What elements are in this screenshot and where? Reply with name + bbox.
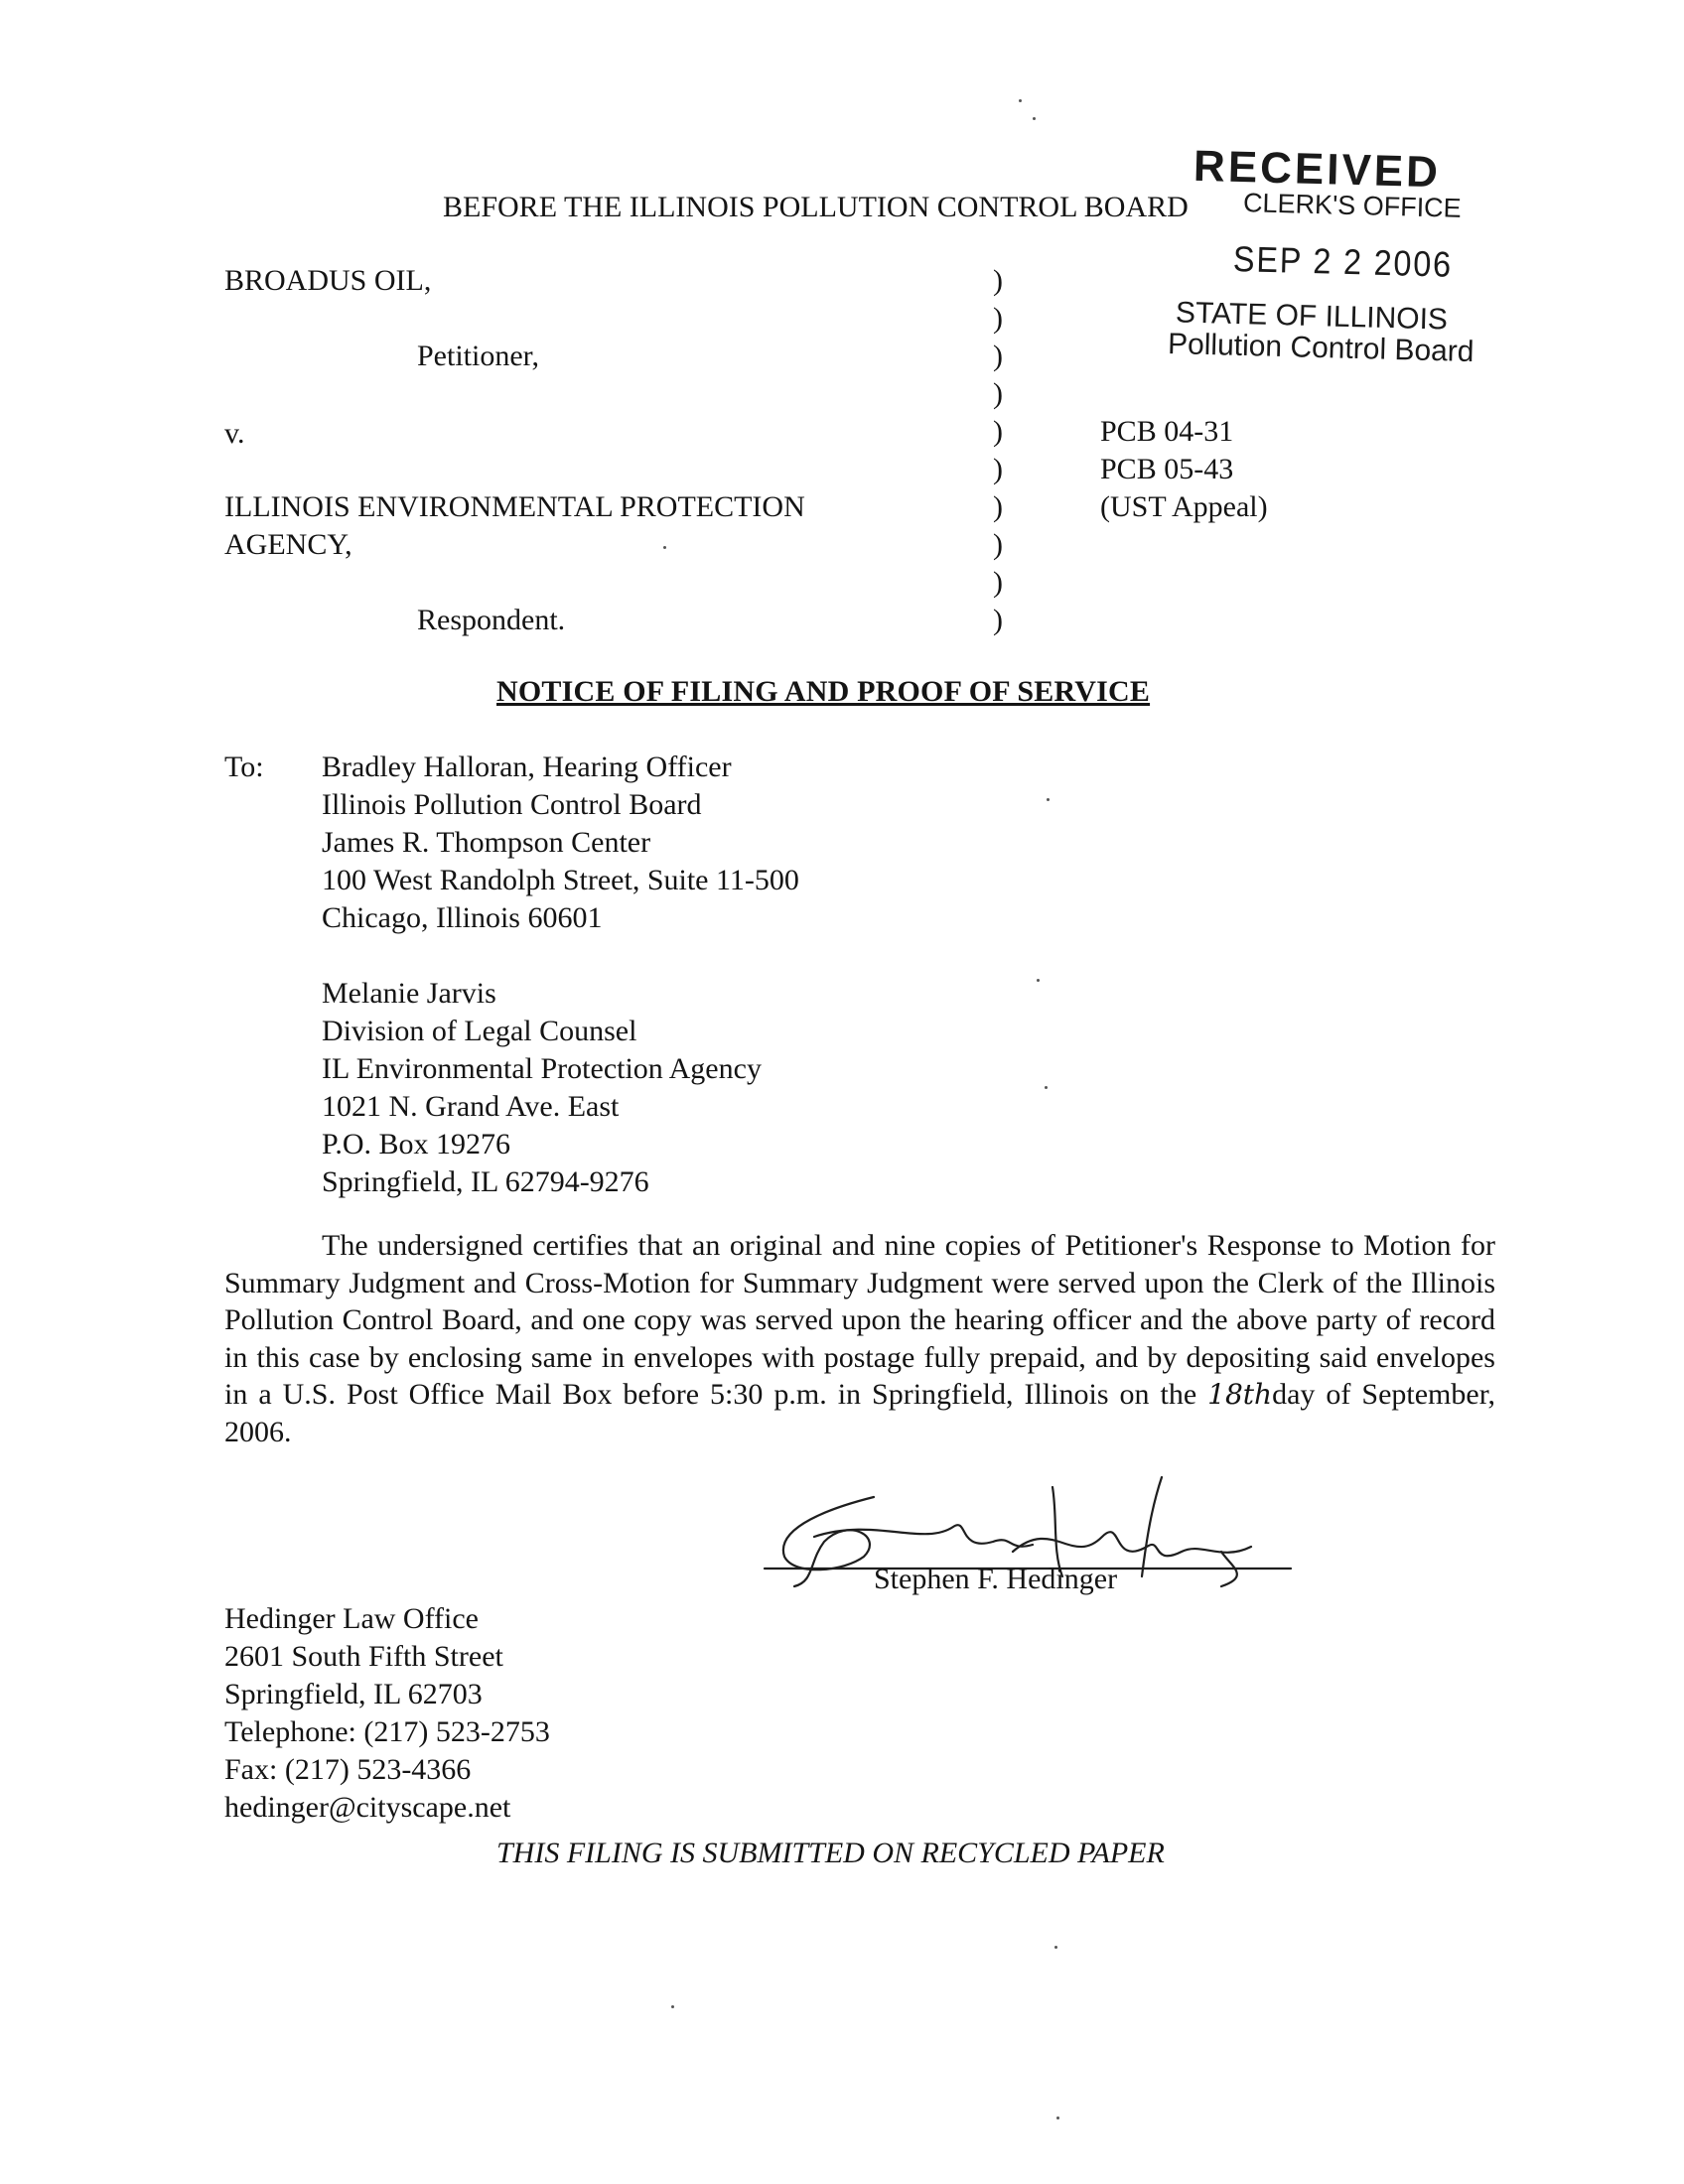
recipient-line: Division of Legal Counsel — [322, 1015, 637, 1047]
respondent-name-line1: ILLINOIS ENVIRONMENTAL PROTECTION — [224, 490, 805, 523]
to-label: To: — [224, 751, 264, 783]
caption-paren: ) — [993, 302, 1003, 335]
versus-label: v. — [224, 417, 245, 450]
firm-line: Fax: (217) 523-4366 — [224, 1753, 472, 1786]
recipient-line: Bradley Halloran, Hearing Officer — [322, 751, 732, 783]
caption-paren: ) — [993, 340, 1003, 372]
firm-line: 2601 South Fifth Street — [224, 1640, 503, 1673]
recipient-line: 1021 N. Grand Ave. East — [322, 1090, 620, 1123]
caption-paren: ) — [993, 604, 1003, 636]
caption-paren: ) — [993, 453, 1003, 485]
scan-speck — [1033, 117, 1036, 120]
firm-line: Hedinger Law Office — [224, 1602, 479, 1635]
stamp-board: Pollution Control Board — [1167, 327, 1474, 369]
case-number: PCB 05-43 — [1100, 453, 1234, 485]
scan-speck — [671, 2005, 674, 2008]
certification-text-end: day of September, 2006. — [224, 1378, 1495, 1448]
stamp-clerk-office: CLERK'S OFFICE — [1242, 188, 1463, 223]
caption-paren: ) — [993, 264, 1003, 297]
notice-heading: NOTICE OF FILING AND PROOF OF SERVICE — [496, 675, 1151, 708]
recipient-line: P.O. Box 19276 — [322, 1128, 511, 1160]
scan-speck — [1047, 798, 1050, 801]
case-type: (UST Appeal) — [1100, 490, 1268, 523]
respondent-role: Respondent. — [417, 604, 566, 636]
footer-note: THIS FILING IS SUBMITTED ON RECYCLED PAPER — [496, 1837, 1165, 1869]
recipient-line: Illinois Pollution Control Board — [322, 788, 702, 821]
caption-paren: ) — [993, 377, 1003, 410]
caption-paren: ) — [993, 566, 1003, 599]
firm-line: Telephone: (217) 523-2753 — [224, 1715, 550, 1748]
recipient-line: IL Environmental Protection Agency — [322, 1052, 762, 1085]
respondent-name-line2: AGENCY, — [224, 528, 352, 561]
scan-speck — [1045, 1086, 1048, 1089]
recipient-line: Melanie Jarvis — [322, 977, 496, 1010]
page-title: BEFORE THE ILLINOIS POLLUTION CONTROL BOARD — [443, 191, 1189, 223]
scan-speck — [663, 546, 666, 549]
petitioner-role: Petitioner, — [417, 340, 539, 372]
petitioner-name: BROADUS OIL, — [224, 264, 432, 297]
stamp-received: RECEIVED — [1193, 141, 1442, 198]
recipient-line: Springfield, IL 62794-9276 — [322, 1165, 649, 1198]
scan-speck — [1037, 979, 1040, 982]
firm-email: hedinger@cityscape.net — [224, 1791, 511, 1824]
scan-speck — [1019, 99, 1022, 102]
caption-paren: ) — [993, 415, 1003, 448]
recipient-line: Chicago, Illinois 60601 — [322, 901, 603, 934]
scan-speck — [1054, 1946, 1057, 1949]
handwritten-day: 18th — [1207, 1378, 1273, 1411]
recipient-line: James R. Thompson Center — [322, 826, 651, 859]
firm-line: Springfield, IL 62703 — [224, 1678, 483, 1710]
stamp-state: STATE OF ILLINOIS — [1175, 296, 1449, 337]
recipient-line: 100 West Randolph Street, Suite 11-500 — [322, 864, 799, 896]
signer-name: Stephen F. Hedinger — [874, 1563, 1118, 1595]
certification-text: The undersigned certifies that an original and nine copies of Petitioner's Response to Motion for Summary Judgment and Cross-Motion for Summary Judgment were served upon the Clerk of the Illinois Pollution Control Board, and one copy was served upon the hearing officer and the above party of record in this case by enclosing same in envelopes with postage fully prepaid, and by depositing said envelopes in a U.S. Post Office Mail Box before 5:30 p.m. in Springfield, Illinois on the — [224, 1229, 1495, 1411]
scan-speck — [1056, 2116, 1059, 2119]
stamp-date: SEP 2 2 2006 — [1232, 238, 1454, 285]
caption-paren: ) — [993, 528, 1003, 561]
caption-paren: ) — [993, 490, 1003, 523]
certification-paragraph — [224, 1227, 1495, 1450]
case-number: PCB 04-31 — [1100, 415, 1234, 448]
